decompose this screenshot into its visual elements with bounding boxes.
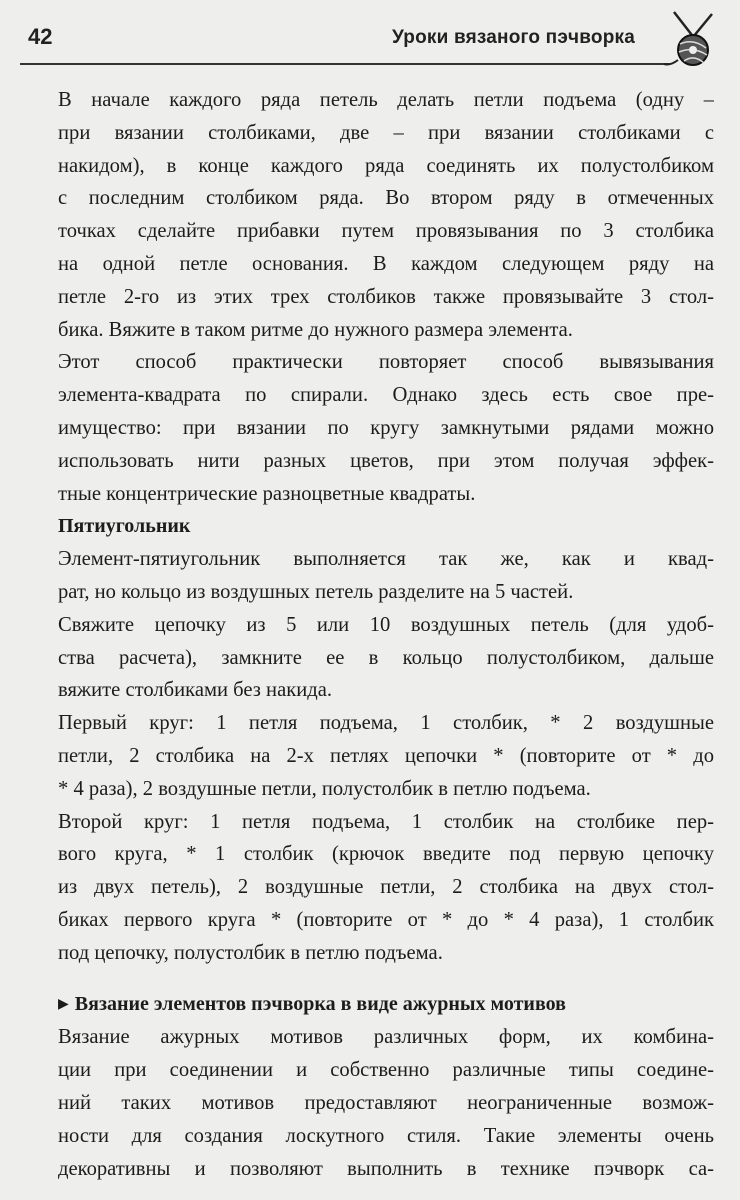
text-line: вяжите столбиками без накида.	[58, 679, 333, 702]
subheading-pentagon: Пятиугольник	[58, 515, 191, 538]
text-line: с последним столбиком ряда. Во втором ряду в отмеченных	[58, 187, 714, 210]
text-line: биках первого круга * (повторите от * до * 4 раза), 1 столбик	[58, 908, 714, 931]
section-heading	[58, 988, 714, 1022]
page-header	[0, 0, 740, 72]
text-line: тные концентрические разноцветные квадраты.	[58, 482, 476, 505]
text-line: имущество: при вязании по кругу замкнутыми рядами можно	[58, 416, 714, 439]
text-line: ний таких мотивов предоставляют неограниченные возмож-	[58, 1091, 714, 1114]
text-line: ности для создания лоскутного стиля. Такие элементы очень	[58, 1124, 714, 1147]
paragraph	[58, 346, 714, 510]
text-line: Второй круг: 1 петля подъема, 1 столбик на столбике пер-	[58, 810, 714, 833]
text-line: В начале каждого ряда петель делать петли подъема (одну –	[58, 89, 714, 111]
page-number: 42	[28, 24, 53, 49]
text-line: элемента-квадрата по спирали. Однако здесь есть свое пре-	[58, 384, 714, 407]
paragraph	[58, 806, 714, 970]
text-line: использовать нити разных цветов, при этом получая эффек-	[58, 449, 714, 472]
triangle-right-icon: ▶	[58, 996, 69, 1012]
text-line: точках сделайте прибавки путем провязывания по 3 столбика	[58, 220, 714, 243]
yarn-ball-with-needles-icon	[660, 8, 722, 70]
text-line: петле 2-го из этих трех столбиков также провязывайте 3 стол-	[58, 285, 714, 308]
paragraph	[58, 1021, 714, 1185]
paragraph	[58, 707, 714, 805]
text-line: накидом), в конце каждого ряда соединять их полустолбиком	[58, 154, 714, 177]
text-line: из двух петель), 2 воздушные петли, 2 столбика на двух стол-	[58, 876, 714, 899]
section-heading-text: Вязание элементов пэчворка в виде ажурных мотивов	[74, 992, 566, 1015]
header-rule	[20, 63, 670, 65]
text-line: вого круга, * 1 столбик (крючок введите под первую цепочку	[58, 843, 714, 866]
text-line: бика. Вяжите в таком ритме до нужного размера элемента.	[58, 318, 573, 341]
running-title: Уроки вязаного пэчворка	[392, 27, 635, 48]
text-line: Этот способ практически повторяет способ вывязывания	[58, 351, 714, 374]
text-line: Свяжите цепочку из 5 или 10 воздушных петель (для удоб-	[58, 613, 714, 636]
text-line: при вязании столбиками, две – при вязании столбиками с	[58, 121, 714, 144]
paragraph	[58, 609, 714, 707]
text-line: на одной петле основания. В каждом следующем ряду на	[58, 252, 714, 275]
text-line: ства расчета), замкните ее в кольцо полустолбиком, дальше	[58, 646, 714, 669]
text-line: * 4 раза), 2 воздушные петли, полустолбик в петлю подъема.	[58, 777, 591, 800]
text-line: ции при соединении и собственно различные типы соедине-	[58, 1059, 714, 1082]
text-line: петли, 2 столбика на 2-х петлях цепочки * (повторите от * до	[58, 744, 714, 767]
text-line: под цепочку, полустолбик в петлю подъема.	[58, 941, 443, 964]
paragraph	[58, 84, 714, 346]
text-line: Вязание ажурных мотивов различных форм, их комбина-	[58, 1026, 714, 1049]
text-line: Первый круг: 1 петля подъема, 1 столбик, * 2 воздушные	[58, 712, 714, 735]
text-line: Элемент-пятиугольник выполняется так же, как и квад-	[58, 548, 714, 571]
page-body	[58, 84, 714, 1185]
paragraph	[58, 543, 714, 609]
text-line: рат, но кольцо из воздушных петель разделите на 5 частей.	[58, 580, 574, 603]
text-line: декоративны и позволяют выполнить в технике пэчворк са-	[58, 1157, 714, 1180]
